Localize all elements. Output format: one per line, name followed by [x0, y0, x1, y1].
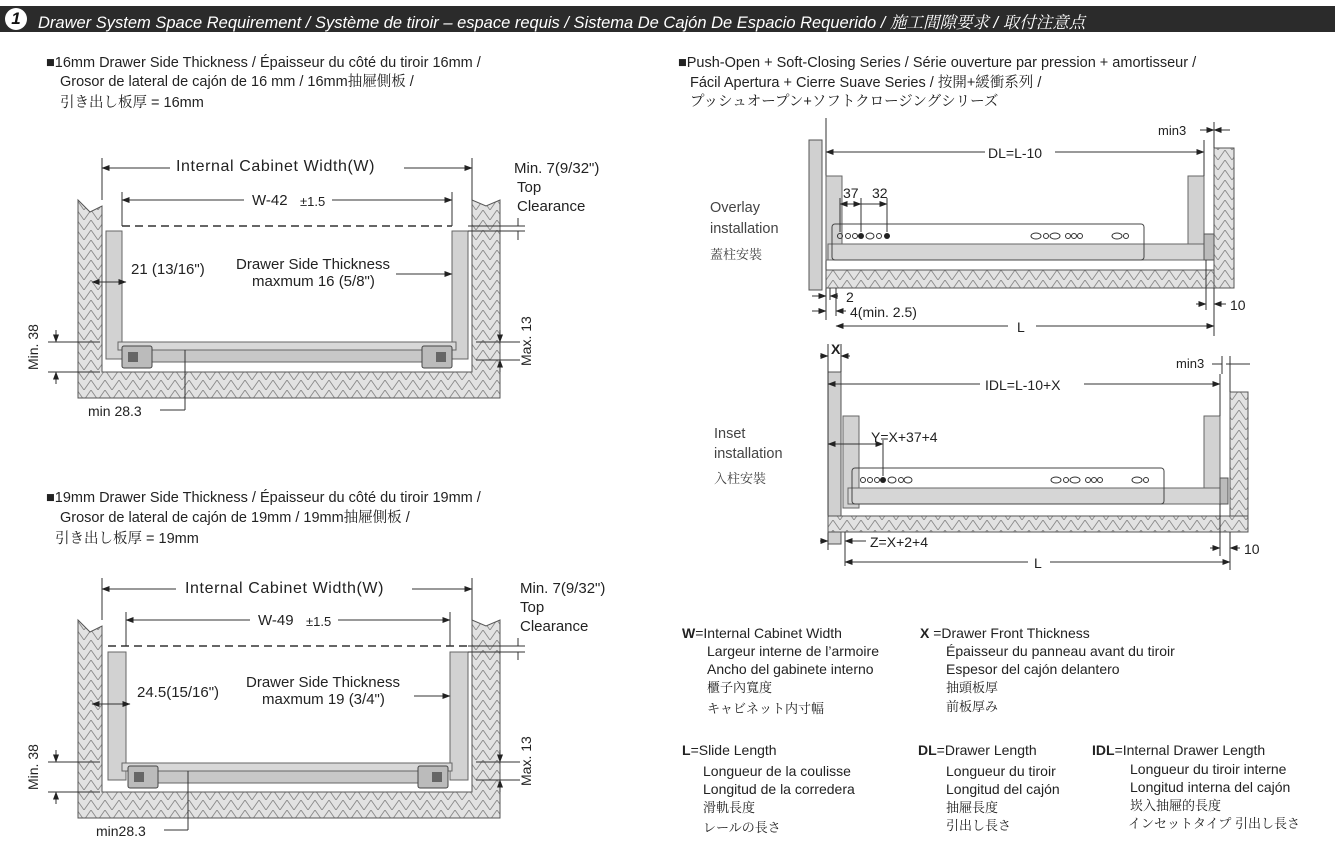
section19-heading-line2: Grosor de lateral de cajón de 19mm / 19mm抽屜側板 / — [60, 510, 410, 526]
overlay-d32: 32 — [872, 185, 888, 201]
s19-min-bottom: min28.3 — [96, 823, 146, 839]
legend-dl-key: DL — [918, 742, 937, 758]
s16-side-gap: 21 (13/16") — [131, 261, 205, 278]
inset-l: L — [1034, 555, 1042, 571]
legend-x-line4: 抽頭板厚 — [946, 680, 999, 695]
section-number-badge: 1 — [5, 8, 27, 30]
s19-top-clearance-3: Clearance — [520, 618, 589, 635]
s16-top-clearance-2: Top — [517, 179, 542, 196]
section16-heading-line3: 引き出し板厚 = 16mm — [60, 95, 204, 111]
overlay-d37: 37 — [843, 185, 859, 201]
s16-internal-width: Internal Cabinet Width(W) — [176, 158, 376, 175]
legend-dl-line2: Longueur du tiroir — [946, 763, 1056, 779]
legend-l-line5: レールの長さ — [703, 820, 781, 835]
legend-idl-line1: =Internal Drawer Length — [1114, 742, 1266, 758]
legend-x-line1: =Drawer Front Thickness — [929, 625, 1090, 641]
legend-l-line2: Longueur de la coulisse — [703, 763, 851, 779]
inset-x: X — [831, 341, 841, 357]
s16-max-height: Max. 13 — [518, 316, 534, 366]
section16-heading-line2: Grosor de lateral de cajón de 16 mm / 16mm抽屜側板 / — [60, 74, 414, 90]
legend-w-line3: Ancho del gabinete interno — [707, 661, 874, 677]
inset-d10: 10 — [1244, 541, 1260, 557]
s19-side-thickness-1: Drawer Side Thickness — [246, 674, 400, 691]
legend-w-key: W — [682, 625, 696, 641]
overlay-label-3: 蓋柱安裝 — [710, 247, 763, 262]
s19-top-clearance-1: Min. 7(9/32") — [520, 580, 606, 597]
s16-min-height: Min. 38 — [25, 324, 41, 370]
s19-top-clearance-2: Top — [520, 599, 545, 616]
legend-x-line3: Espesor del cajón delantero — [946, 661, 1120, 677]
s19-min-height: Min. 38 — [25, 744, 41, 790]
legend-w-line2: Largeur interne de l’armoire — [707, 643, 879, 659]
s19-tolerance: ±1.5 — [306, 614, 332, 629]
inset-label-3: 入柱安裝 — [714, 471, 767, 486]
overlay-d10: 10 — [1230, 297, 1246, 313]
s16-top-clearance-1: Min. 7(9/32") — [514, 160, 600, 177]
inset-z: Z=X+2+4 — [870, 534, 928, 550]
s19-internal-width: Internal Cabinet Width(W) — [185, 580, 385, 597]
legend-w-line4: 櫃子內寬度 — [707, 680, 773, 695]
legend-dl-line1: =Drawer Length — [936, 742, 1037, 758]
s19-side-thickness-2: maxmum 19 (3/4") — [262, 691, 385, 708]
legend-l-line3: Longitud de la corredera — [703, 781, 855, 797]
inset-min3: min3 — [1176, 356, 1205, 371]
s16-inner-width: W-42 — [252, 192, 288, 209]
s16-top-clearance-3: Clearance — [517, 198, 586, 215]
legend-x-line2: Épaisseur du panneau avant du tiroir — [946, 643, 1175, 659]
legend-w-line5: キャビネット内寸幅 — [707, 701, 825, 716]
push-open-heading-line3: プッシュオープン+ソフトクロージングシリーズ — [690, 94, 999, 110]
push-open-heading-line1: ■Push-Open + Soft-Closing Series / Série ouverture par pression + amortisseur / — [678, 55, 1197, 71]
legend-idl-line5: インセットタイプ 引出し長さ — [1128, 816, 1300, 831]
banner-title: Drawer System Space Requirement / Système de tiroir – espace requis / Sistema De Cajón De Espacio Requerido / 施工間隙要求 / 取付注意点 — [38, 14, 1086, 32]
overlay-dl: DL=L-10 — [988, 145, 1043, 161]
legend-dl-line5: 引出し長さ — [946, 818, 1012, 833]
s19-side-gap: 24.5(15/16") — [137, 684, 220, 701]
legend-x-key: X — [920, 625, 930, 641]
section16-heading-line1: ■16mm Drawer Side Thickness / Épaisseur du côté du tiroir 16mm / — [46, 55, 481, 71]
legend-x — [920, 625, 1090, 642]
push-open-heading-line2: Fácil Apertura + Cierre Suave Series / 按開+緩衝系列 / — [690, 75, 1042, 91]
legend-l-line1: =Slide Length — [690, 742, 777, 758]
legend-dl-line3: Longitud del cajón — [946, 781, 1060, 797]
inset-y: Y=X+37+4 — [871, 429, 938, 445]
legend-w — [682, 625, 842, 642]
s19-inner-width: W-49 — [258, 612, 294, 629]
inset-idl: IDL=L-10+X — [985, 377, 1061, 393]
legend-idl-line3: Longitud interna del cajón — [1130, 779, 1291, 795]
s16-tolerance: ±1.5 — [300, 194, 326, 209]
legend-l — [682, 742, 777, 759]
legend-dl-line4: 抽屜長度 — [946, 800, 999, 815]
inset-label-1: Inset — [714, 426, 746, 442]
legend-dl — [918, 742, 1037, 759]
s16-min-bottom: min 28.3 — [88, 403, 142, 419]
legend-idl — [1092, 742, 1265, 759]
section19-heading-line3: 引き出し板厚 = 19mm — [55, 531, 199, 547]
legend-idl-line4: 崁入抽屜的長度 — [1130, 798, 1222, 813]
inset-label-2: installation — [714, 446, 783, 462]
legend-x-line5: 前板厚み — [946, 699, 999, 714]
legend-w-line1: =Internal Cabinet Width — [695, 625, 842, 641]
overlay-d2: 2 — [846, 289, 854, 305]
legend-idl-key: IDL — [1092, 742, 1115, 758]
overlay-d4: 4(min. 2.5) — [850, 304, 917, 320]
overlay-l: L — [1017, 319, 1025, 335]
overlay-label-2: installation — [710, 221, 779, 237]
legend-l-key: L — [682, 742, 691, 758]
s16-side-thickness-1: Drawer Side Thickness — [236, 256, 390, 273]
overlay-min3: min3 — [1158, 123, 1187, 138]
legend-idl-line2: Longueur du tiroir interne — [1130, 761, 1287, 777]
s19-max-height: Max. 13 — [518, 736, 534, 786]
title-banner — [0, 6, 1335, 32]
s16-side-thickness-2: maxmum 16 (5/8") — [252, 273, 375, 290]
legend-l-line4: 滑軌長度 — [703, 800, 756, 815]
overlay-label-1: Overlay — [710, 200, 760, 216]
section19-heading-line1: ■19mm Drawer Side Thickness / Épaisseur du côté du tiroir 19mm / — [46, 490, 481, 506]
